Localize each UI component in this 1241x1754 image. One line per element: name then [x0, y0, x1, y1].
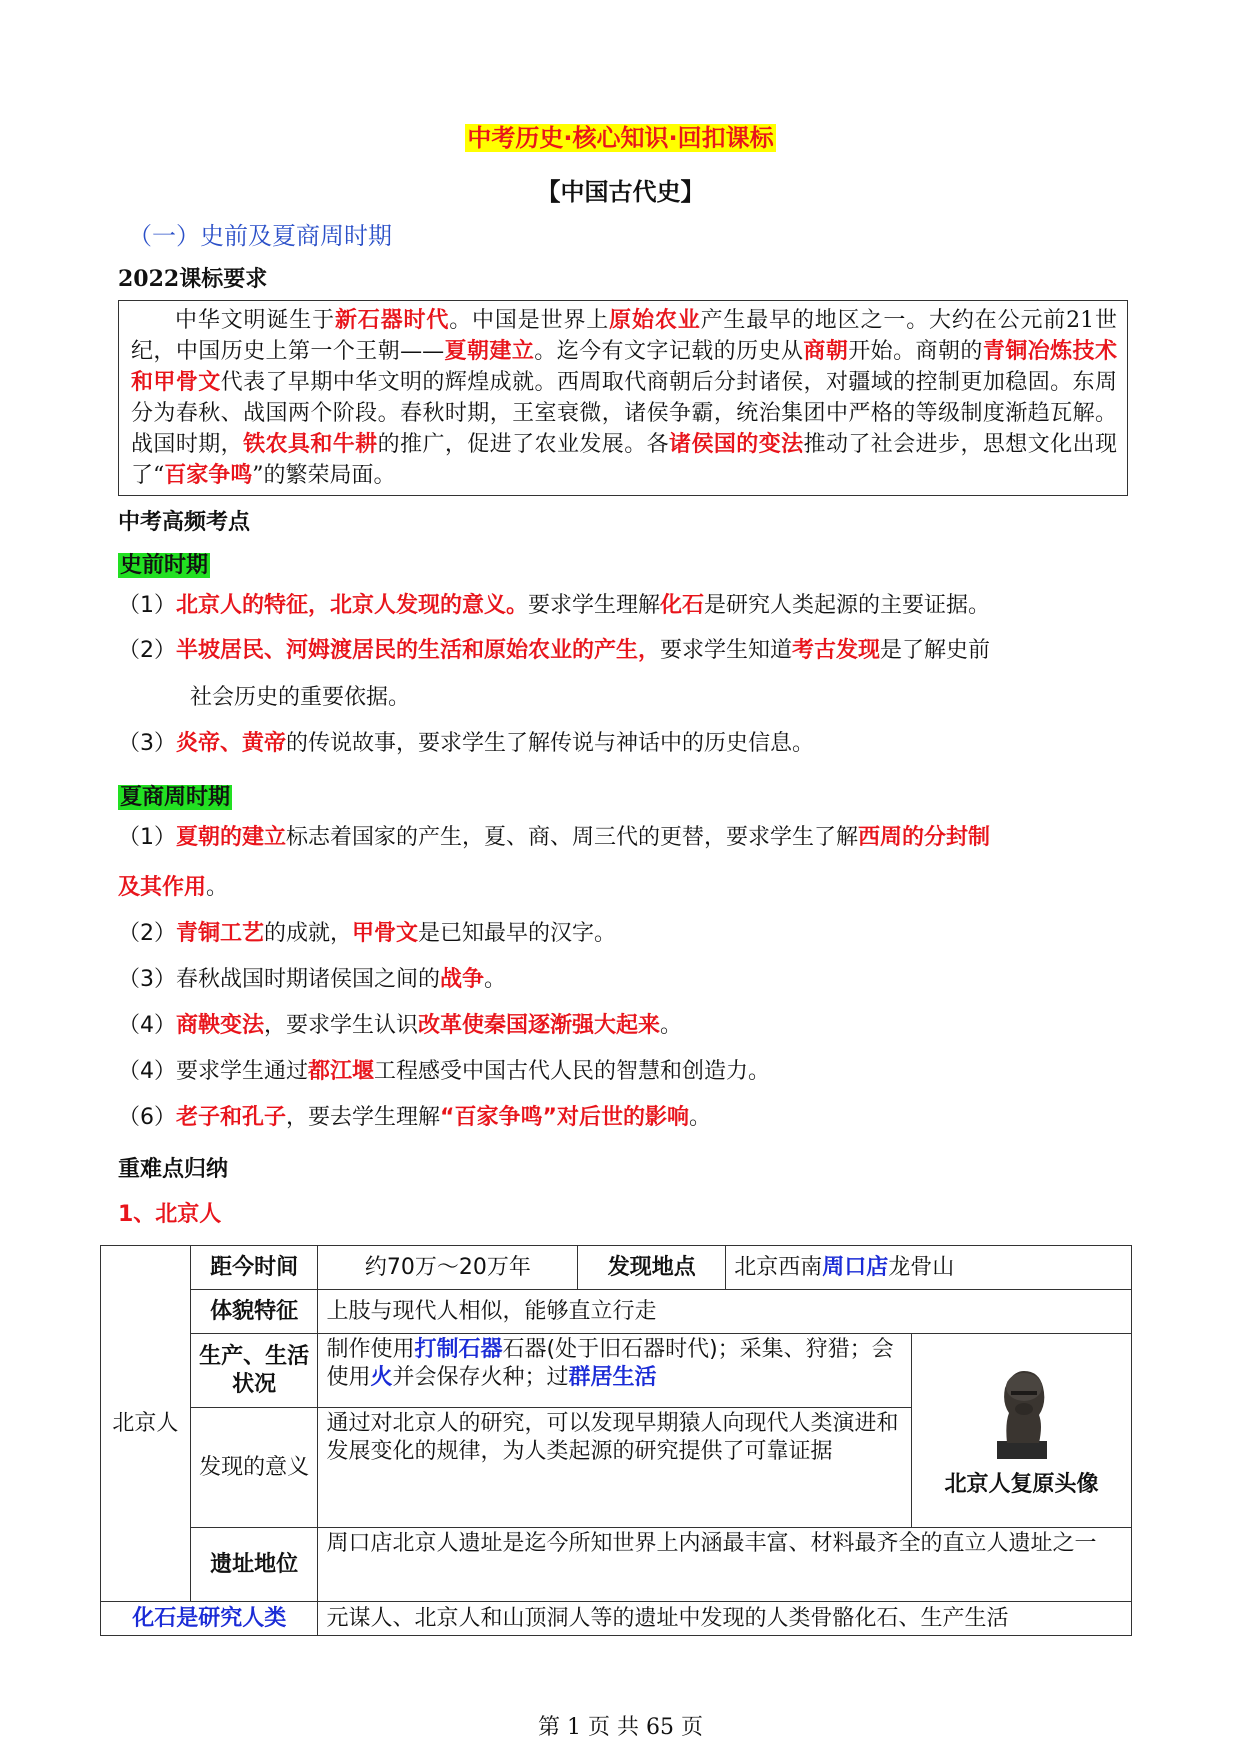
text-segment: 。迄今有文字记载的历史从 [534, 339, 804, 364]
label-fossil: 化石是研究人类 [101, 1602, 318, 1636]
label-time: 距今时间 [190, 1246, 318, 1290]
image-caption: 北京人复原头像 [944, 1471, 1099, 1497]
text-segment: （4）要求学生通过 [118, 1059, 308, 1084]
text-segment: 。 [484, 967, 507, 992]
highlight-text: 甲骨文 [352, 921, 419, 946]
requirement-heading: 2022课标要求 [118, 266, 268, 292]
value-status: 周口店北京人遗址是迄今所知世界上内涵最丰富、材料最齐全的直立人遗址之一 [318, 1528, 1132, 1602]
text-segment: 要求学生知道 [660, 638, 793, 663]
text-segment: 开始。商朝的 [848, 339, 983, 364]
document-title: 中考历史·核心知识·回扣课标 [467, 124, 774, 152]
text-segment: （6） [118, 1105, 176, 1130]
text-segment: 是了解史前 [880, 638, 991, 663]
highlight-text: 考古发现 [792, 638, 881, 663]
text-segment: ”的繁荣局面。 [252, 463, 396, 488]
text-segment: 。 [206, 875, 229, 900]
value-life [318, 1334, 912, 1408]
highlight-text: 新石器时代 [334, 307, 450, 333]
text-segment: 的推广，促进了农业发展。各 [377, 432, 670, 457]
requirement-box [118, 300, 1128, 496]
text-segment: （1） [118, 593, 176, 618]
point-3 [118, 730, 814, 758]
highlight-text: 老子和孔子 [176, 1105, 287, 1130]
text-segment: 代表了早期中华文明的辉煌成就。西周取代商朝后分封诸侯，对疆域的控制更加稳固。东周分为春秋、战国两个阶段。春秋时期，王室衰微，诸侯争霸，统治集团中严格的等级制度渐趋瓦解。战国时期， [131, 370, 1117, 457]
highlight-text: 青铜冶炼技术和甲骨文 [131, 338, 1117, 395]
text-segment: ，要去学生理解 [286, 1105, 441, 1130]
text-segment: 北京西南 [734, 1254, 823, 1280]
text-segment: （3）春秋战国时期诸侯国之间的 [118, 967, 440, 992]
text-segment: 工程感受中国古代人民的智慧和创造力。 [374, 1059, 771, 1084]
value-significance: 通过对北京人的研究，可以发现早期猿人向现代人类演进和发展变化的规律，为人类起源的研究提供了可靠证据 [318, 1408, 912, 1528]
text-segment: 的成就， [264, 921, 353, 946]
item-3 [118, 966, 506, 994]
point-2-cont: 社会历史的重要依据。 [190, 685, 411, 710]
point-2 [118, 637, 990, 665]
peking-man-table [100, 1245, 1132, 1636]
text-segment: 产生最早的地区之一。大约在公元前21世纪，中国历史上第一个王朝—— [131, 308, 1117, 364]
text-segment: 制作使用 [326, 1337, 415, 1362]
highlight-text: 战争 [440, 967, 485, 992]
highlight-text: 都江堰 [308, 1059, 375, 1084]
item-1-cont [118, 874, 228, 902]
highlight-text: 打制石器 [414, 1337, 503, 1362]
highlight-text: 诸侯国的变法 [669, 431, 804, 457]
text-segment: （2） [118, 638, 176, 663]
text-segment: 。中国是世界上 [449, 308, 610, 333]
text-segment: 推动了社会进步，思想文化出现了“ [131, 432, 1117, 488]
highlight-text: 铁农具和牛耕 [243, 431, 378, 457]
highlight-text: 化石 [660, 593, 705, 618]
point-1 [118, 592, 990, 620]
page-footer: 第 1 页 共 65 页 [538, 1715, 703, 1740]
value-appearance: 上肢与现代人相似，能够直立行走 [318, 1290, 1132, 1334]
highlight-text: “百家争鸣”对后世的影响 [440, 1105, 689, 1130]
value-fossil: 元谋人、北京人和山顶洞人等的遗址中发现的人类骨骼化石、生产生活 [318, 1602, 1132, 1636]
text-segment: （1） [118, 825, 176, 850]
text-segment: （3） [118, 731, 176, 756]
item-6 [118, 1104, 711, 1132]
text-segment: 是研究人类起源的主要证据。 [704, 593, 991, 618]
value-location [726, 1246, 1132, 1290]
tag-xia-shang-zhou: 夏商周时期 [120, 785, 231, 810]
label-appearance: 体貌特征 [190, 1290, 318, 1334]
text-segment: 中华文明诞生于 [175, 308, 335, 333]
text-segment: 。 [688, 1105, 711, 1130]
item-1 [118, 824, 990, 852]
highlight-text: 百家争鸣 [164, 462, 253, 488]
highlight-text: 炎帝、黄帝 [176, 731, 287, 756]
highlight-text: 火 [370, 1365, 393, 1390]
highlight-text: 商鞅变法 [176, 1013, 265, 1038]
label-location: 发现地点 [578, 1246, 726, 1290]
text-segment: （4） [118, 1013, 176, 1038]
value-time: 约70万～20万年 [318, 1246, 578, 1290]
text-segment: 的传说故事，要求学生了解传说与神话中的历史信息。 [286, 731, 815, 756]
highlight-text: 群居生活 [568, 1365, 657, 1390]
row-main-label: 北京人 [101, 1246, 191, 1602]
highlight-text: 周口店 [822, 1254, 889, 1280]
highlight-text: 夏朝建立 [444, 338, 535, 364]
text-segment: （2） [118, 921, 176, 946]
text-segment: 要求学生理解 [528, 593, 661, 618]
text-segment: 龙骨山 [888, 1254, 955, 1280]
highlight-text: 夏朝的建立 [176, 825, 287, 850]
label-status: 遗址地位 [190, 1528, 318, 1602]
high-frequency-heading: 中考高频考点 [118, 510, 251, 535]
section-heading: （一）史前及夏商周时期 [128, 222, 392, 250]
highlight-text: 商朝 [803, 338, 849, 364]
highlight-text: 原始农业 [609, 307, 701, 333]
highlight-text: 改革使秦国逐渐强大起来 [418, 1013, 661, 1038]
highlight-text: 半坡居民、河姆渡居民的生活和原始农业的产生， [176, 638, 661, 663]
peking-man-bust-image [977, 1363, 1067, 1463]
highlight-text: 西周的分封制 [858, 825, 991, 850]
tag-prehistoric: 史前时期 [120, 553, 209, 578]
item-5 [118, 1058, 770, 1086]
item-4 [118, 1012, 682, 1040]
text-segment: 是已知最早的汉字。 [418, 921, 617, 946]
highlight-text: 北京人的特征，北京人发现的意义。 [176, 593, 529, 618]
text-segment: 标志着国家的产生，夏、商、周三代的更替，要求学生了解 [286, 825, 859, 850]
label-life: 生产、生活状况 [190, 1334, 318, 1408]
label-significance: 发现的意义 [190, 1408, 318, 1528]
document-subtitle: 【中国古代史】 [536, 178, 705, 206]
requirement-text [131, 305, 1117, 491]
highlight-text: 青铜工艺 [176, 921, 265, 946]
text-segment: ，要求学生认识 [264, 1013, 419, 1038]
subsection-title: 1、北京人 [118, 1202, 222, 1227]
key-points-heading: 重难点归纳 [118, 1157, 229, 1182]
text-segment: 并会保存火种；过 [392, 1365, 569, 1390]
highlight-text: 及其作用 [118, 875, 207, 900]
text-segment: 石器(处于旧石器时代)；采集、狩猎；会使用 [326, 1337, 894, 1390]
image-cell [912, 1334, 1132, 1528]
item-2 [118, 920, 616, 948]
text-segment: 。 [660, 1013, 683, 1038]
